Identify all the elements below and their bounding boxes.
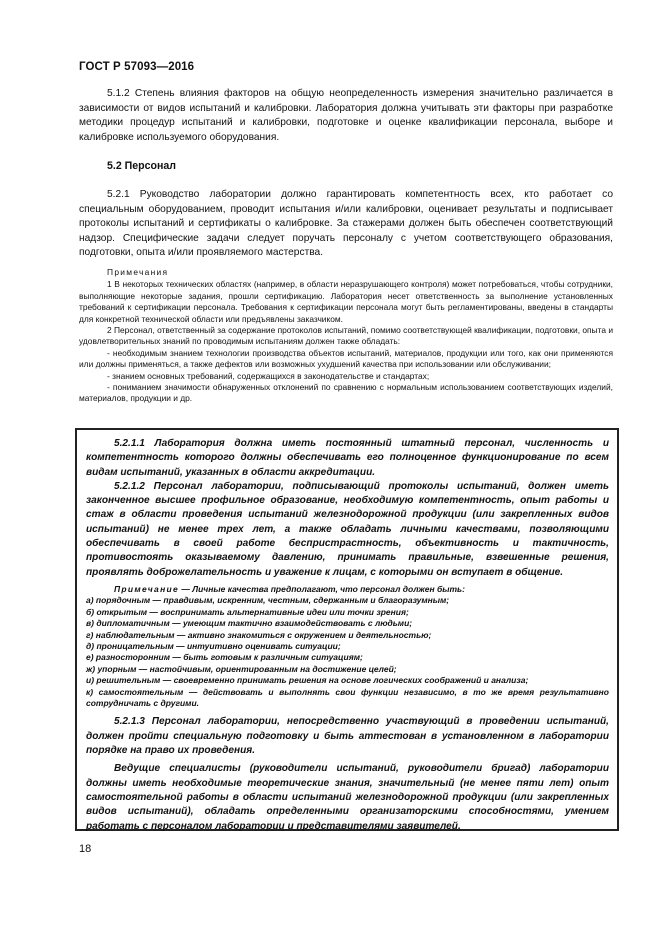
box-note-label: Примечание [114, 583, 180, 594]
paragraph-5-1-2: 5.1.2 Степень влияния факторов на общую неопределенность измерения значительно различается в зависимости от видов испытаний и калибровки. Лаборатория должна учитывать эти факторы при разработке методики процедур испытаний и калибровки, подготовке и оценке квалификации персонала, выборе и калибровке используемого оборудования. [79, 88, 613, 143]
quality-item: е) разносторонним — быть готовым к различным ситуациям; [86, 652, 363, 663]
quality-item: в) дипломатичным — умеющим тактично взаимодействовать с людьми; [86, 618, 413, 629]
quality-item: ж) упорным — настойчивым, ориентированным на достижение целей; [86, 663, 397, 674]
paragraph-5-2-1-3: 5.2.1.3 Персонал лаборатории, непосредственно участвующий в проведении испытаний, должен пройти специальную подготовку и быть аттестован в установленном в лаборатории порядке на право их проведения. [86, 716, 609, 757]
box-note-heading [86, 584, 609, 595]
notes-block [79, 267, 613, 405]
box-note [86, 584, 609, 709]
note-bullet-1: - необходимым знанием технологии производства объектов испытаний, материалов, продукции или того, как они применяются или должны применяться, а также дефектов или возможных ухудшений качества при использовании или обслуживании; [79, 347, 613, 370]
quality-item: д) проницательным — интуитивно оценивать ситуации; [86, 641, 341, 651]
paragraph-5-2-1-1: 5.2.1.1 Лаборатория должна иметь постоянный штатный персонал, численность и компетентность которого должны обеспечивать его полноценное функционирование по всем видам испытаний, указанных в области аккредитации. [86, 438, 609, 478]
paragraph-5-2-1-2: 5.2.1.2 Персонал лаборатории, подписывающий протоколы испытаний, должен иметь законченное высшее профильное образование, необходимую компетентность, опыт работы и стаж в области проведения испытаний железнодорожной продукции (или закрепленных видов испытаний) не менее трех лет, а также обладать личными качествами, позволяющими обеспечивать в своей работе беспристрастность, объективность и тактичность, противостоять оказываемому давлению, принимать правильные, взвешенные решения, проявлять доброжелательность и уважение к лицам, с которыми он вступает в общение. [86, 480, 609, 578]
quality-item: и) решительным — своевременно принимать решения на основе логических соображений и анализа; [86, 675, 529, 686]
page-number: 18 [79, 843, 92, 855]
document-header: ГОСТ Р 57093—2016 [79, 61, 195, 73]
framed-requirements-box [75, 428, 619, 831]
note-bullet-2: - знанием основных требований, содержащихся в законодательстве и стандартах; [107, 370, 430, 381]
note-1: 1 В некоторых технических областях (например, в области неразрушающего контроля) может потребоваться, чтобы сотрудники, выполняющие некоторые задания, прошли сертификацию. Лаборатория несет ответственность за выполнение установленных требований к сертификации персонала. Требования к сертификации персонала могут быть регламентированы, введены в стандарты для конкретной технической области или предъявлены заказчиком. [79, 279, 613, 324]
note-2: 2 Персонал, ответственный за содержание протоколов испытаний, помимо соответствующей квалификации, подготовки, опыта и удовлетворительных знаний по проводимым испытаниям должен также обладать: [79, 324, 613, 347]
main-text [79, 87, 613, 405]
quality-item: г) наблюдательным — активно знакомиться с окружением и деятельностью; [86, 629, 432, 640]
paragraph-5-2-1: 5.2.1 Руководство лаборатории должно гарантировать компетентность всех, кто работает со специальным оборудованием, проводит испытания и/или калибровки, оценивает результаты и подписывает протоколы испытаний и сертификаты о калибровке. За стажерами должен быть обеспечен соответствующий надзор. Специфические задачи следует поручать персоналу с учетом соответствующего образования, подготовки, опыта и/или проявляемого мастерства. [79, 188, 613, 259]
box-note-text: — Личные качества предполагают, что персонал должен быть: [179, 583, 465, 594]
notes-title: Примечания [107, 266, 169, 277]
quality-item: б) открытым — воспринимать альтернативные идеи или точки зрения; [86, 606, 409, 617]
quality-item: к) самостоятельным — действовать и выполнять свои функции независимо, в то же время результативно сотрудничать с другими. [86, 686, 609, 709]
quality-item: а) порядочным — правдивым, искренним, честным, сдержанным и благоразумным; [86, 595, 450, 606]
paragraph-lead-specialists: Ведущие специалисты (руководители испытаний, руководители бригад) лаборатории должны иметь необходимые теоретические знания, значительный (не менее пяти лет) опыт самостоятельной работы в области испытаний железнодорожной продукции (или закрепленных видов испытаний), обладать определенными организаторскими способностями, умением работать с персоналом лаборатории и представителями заявителей. [86, 763, 609, 832]
note-bullet-3: - пониманием значимости обнаруженных отклонений по сравнению с нормальным использованием соответствующих изделий, материалов, продукции и др. [79, 382, 613, 404]
section-title-5-2: 5.2 Персонал [107, 160, 177, 173]
